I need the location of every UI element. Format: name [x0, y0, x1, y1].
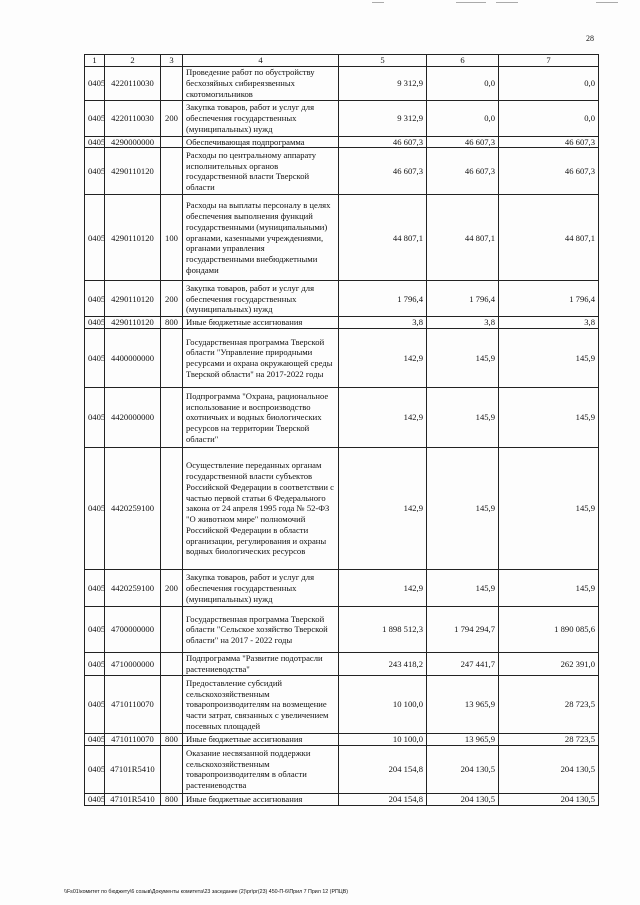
table-row: [85, 448, 599, 570]
expense-type-cell: 200: [161, 100, 183, 136]
amount-2022-cell: 145,9: [499, 570, 599, 607]
amount-2021-cell: 3,8: [427, 317, 499, 329]
target-article-cell: 47101R5410: [105, 745, 161, 793]
description-cell: Иные бюджетные ассигнования: [183, 317, 339, 329]
amount-2020-cell: 142,9: [339, 388, 427, 448]
amount-2022-cell: 0,0: [499, 100, 599, 136]
amount-2021-cell: 247 441,7: [427, 653, 499, 676]
amount-2020-cell: 142,9: [339, 329, 427, 388]
amount-2020-cell: 1 898 512,3: [339, 607, 427, 653]
header-cell: 6: [427, 55, 499, 67]
expense-type-cell: [161, 136, 183, 148]
section-code-cell: 0405: [85, 66, 105, 100]
amount-2022-cell: 204 130,5: [499, 745, 599, 793]
description-cell: Подпрограмма "Охрана, рациональное использование и воспроизводство охотничьих и водных биологических ресурсов на территории Тверской области": [183, 388, 339, 448]
section-code-cell: 0405: [85, 388, 105, 448]
file-path-footer: \\Fs01\комитет по бюджету\6 созыв\Документы комитета\23 заседание (2)\pr\pr(23) 450-П-6\Прил 7 Прил 12 (РПЦВ): [64, 889, 349, 895]
header-cell: 7: [499, 55, 599, 67]
amount-2021-cell: 46 607,3: [427, 148, 499, 195]
expense-type-cell: [161, 66, 183, 100]
section-code-cell: 0405: [85, 745, 105, 793]
amount-2022-cell: 0,0: [499, 66, 599, 100]
expense-type-cell: 100: [161, 195, 183, 281]
description-cell: Иные бюджетные ассигнования: [183, 793, 339, 805]
description-cell: Проведение работ по обустройству бесхозяйных сибиреязвенных скотомогильников: [183, 66, 339, 100]
table-row: [85, 676, 599, 734]
table-row: [85, 66, 599, 100]
target-article-cell: 4710110070: [105, 734, 161, 746]
amount-2021-cell: 204 130,5: [427, 793, 499, 805]
amount-2020-cell: 46 607,3: [339, 148, 427, 195]
section-code-cell: 0405: [85, 793, 105, 805]
scan-artifact: [596, 2, 618, 3]
expense-type-cell: [161, 676, 183, 734]
amount-2020-cell: 243 418,2: [339, 653, 427, 676]
target-article-cell: 4420259100: [105, 448, 161, 570]
budget-table: [84, 54, 599, 806]
table-row: [85, 793, 599, 805]
expense-type-cell: [161, 653, 183, 676]
section-code-cell: 0405: [85, 136, 105, 148]
amount-2020-cell: 3,8: [339, 317, 427, 329]
amount-2020-cell: 10 100,0: [339, 676, 427, 734]
scan-artifact: [372, 2, 384, 3]
description-cell: Иные бюджетные ассигнования: [183, 734, 339, 746]
description-cell: Предоставление субсидий сельскохозяйственным товаропроизводителям на возмещение части затрат, связанных с увеличением посевных площадей: [183, 676, 339, 734]
amount-2021-cell: 44 807,1: [427, 195, 499, 281]
description-cell: Государственная программа Тверской области "Сельское хозяйство Тверской области" на 2017 - 2022 годы: [183, 607, 339, 653]
target-article-cell: 4220110030: [105, 66, 161, 100]
target-article-cell: 4290110120: [105, 281, 161, 317]
table-row: [85, 148, 599, 195]
section-code-cell: 0405: [85, 148, 105, 195]
amount-2021-cell: 145,9: [427, 329, 499, 388]
section-code-cell: 0405: [85, 317, 105, 329]
target-article-cell: 4290110120: [105, 148, 161, 195]
description-cell: Расходы по центральному аппарату исполнительных органов государственной власти Тверской области: [183, 148, 339, 195]
target-article-cell: 4220110030: [105, 100, 161, 136]
section-code-cell: 0405: [85, 570, 105, 607]
amount-2020-cell: 9 312,9: [339, 100, 427, 136]
expense-type-cell: [161, 148, 183, 195]
amount-2020-cell: 10 100,0: [339, 734, 427, 746]
amount-2022-cell: 204 130,5: [499, 793, 599, 805]
description-cell: Закупка товаров, работ и услуг для обеспечения государственных (муниципальных) нужд: [183, 570, 339, 607]
amount-2021-cell: 145,9: [427, 570, 499, 607]
amount-2022-cell: 1 796,4: [499, 281, 599, 317]
description-cell: Обеспечивающая подпрограмма: [183, 136, 339, 148]
description-cell: Расходы на выплаты персоналу в целях обеспечения выполнения функций государственными (муниципальными) органами, казенными учреждениями, органами управления государственными внебюджетными фондами: [183, 195, 339, 281]
section-code-cell: 0405: [85, 448, 105, 570]
section-code-cell: 0405: [85, 734, 105, 746]
target-article-cell: 4710000000: [105, 653, 161, 676]
header-cell: 2: [105, 55, 161, 67]
amount-2021-cell: 0,0: [427, 100, 499, 136]
description-cell: Государственная программа Тверской области "Управление природными ресурсами и охрана окружающей среды Тверской области" на 2017-2022 годы: [183, 329, 339, 388]
expense-type-cell: 800: [161, 317, 183, 329]
table-row: [85, 136, 599, 148]
expense-type-cell: 200: [161, 281, 183, 317]
amount-2021-cell: 1 794 294,7: [427, 607, 499, 653]
expense-type-cell: [161, 607, 183, 653]
amount-2021-cell: 13 965,9: [427, 676, 499, 734]
target-article-cell: 4420000000: [105, 388, 161, 448]
expense-type-cell: [161, 448, 183, 570]
amount-2021-cell: 46 607,3: [427, 136, 499, 148]
table-row: [85, 388, 599, 448]
amount-2020-cell: 204 154,8: [339, 793, 427, 805]
expense-type-cell: [161, 329, 183, 388]
target-article-cell: 4420259100: [105, 570, 161, 607]
description-cell: Закупка товаров, работ и услуг для обеспечения государственных (муниципальных) нужд: [183, 281, 339, 317]
target-article-cell: 4700000000: [105, 607, 161, 653]
amount-2022-cell: 145,9: [499, 388, 599, 448]
table-row: [85, 281, 599, 317]
expense-type-cell: [161, 745, 183, 793]
amount-2022-cell: 46 607,3: [499, 148, 599, 195]
target-article-cell: 4290000000: [105, 136, 161, 148]
target-article-cell: 47101R5410: [105, 793, 161, 805]
amount-2020-cell: 44 807,1: [339, 195, 427, 281]
table-row: [85, 570, 599, 607]
target-article-cell: 4400000000: [105, 329, 161, 388]
amount-2021-cell: 13 965,9: [427, 734, 499, 746]
target-article-cell: 4290110120: [105, 195, 161, 281]
section-code-cell: 0405: [85, 676, 105, 734]
description-cell: Закупка товаров, работ и услуг для обеспечения государственных (муниципальных) нужд: [183, 100, 339, 136]
section-code-cell: 0405: [85, 281, 105, 317]
expense-type-cell: [161, 388, 183, 448]
table-row: [85, 745, 599, 793]
header-cell: 4: [183, 55, 339, 67]
table-row: [85, 317, 599, 329]
amount-2021-cell: 145,9: [427, 448, 499, 570]
amount-2022-cell: 44 807,1: [499, 195, 599, 281]
section-code-cell: 0405: [85, 653, 105, 676]
table-row: [85, 653, 599, 676]
amount-2020-cell: 9 312,9: [339, 66, 427, 100]
header-cell: 5: [339, 55, 427, 67]
description-cell: Оказание несвязанной поддержки сельскохозяйственным товаропроизводителям в области растениеводства: [183, 745, 339, 793]
description-cell: Подпрограмма "Развитие подотрасли растениеводства": [183, 653, 339, 676]
amount-2020-cell: 1 796,4: [339, 281, 427, 317]
amount-2022-cell: 3,8: [499, 317, 599, 329]
amount-2022-cell: 28 723,5: [499, 676, 599, 734]
table-header-row: [85, 55, 599, 67]
scan-artifact: [456, 2, 486, 3]
section-code-cell: 0405: [85, 195, 105, 281]
amount-2022-cell: 1 890 085,6: [499, 607, 599, 653]
target-article-cell: 4290110120: [105, 317, 161, 329]
amount-2021-cell: 145,9: [427, 388, 499, 448]
amount-2022-cell: 46 607,3: [499, 136, 599, 148]
amount-2020-cell: 204 154,8: [339, 745, 427, 793]
amount-2021-cell: 204 130,5: [427, 745, 499, 793]
section-code-cell: 0405: [85, 607, 105, 653]
amount-2020-cell: 142,9: [339, 448, 427, 570]
expense-type-cell: 200: [161, 570, 183, 607]
amount-2020-cell: 46 607,3: [339, 136, 427, 148]
amount-2022-cell: 145,9: [499, 329, 599, 388]
amount-2022-cell: 28 723,5: [499, 734, 599, 746]
table-row: [85, 734, 599, 746]
table-row: [85, 329, 599, 388]
table-row: [85, 195, 599, 281]
header-cell: 3: [161, 55, 183, 67]
table-row: [85, 607, 599, 653]
target-article-cell: 4710110070: [105, 676, 161, 734]
amount-2022-cell: 262 391,0: [499, 653, 599, 676]
amount-2021-cell: 1 796,4: [427, 281, 499, 317]
table-row: [85, 100, 599, 136]
page-number: 28: [586, 34, 594, 43]
section-code-cell: 0405: [85, 100, 105, 136]
amount-2022-cell: 145,9: [499, 448, 599, 570]
amount-2021-cell: 0,0: [427, 66, 499, 100]
section-code-cell: 0405: [85, 329, 105, 388]
expense-type-cell: 800: [161, 793, 183, 805]
scan-artifact: [496, 2, 518, 3]
description-cell: Осуществление переданных органам государственной власти субъектов Российской Федерации в соответствии с частью первой статьи 6 Федерального закона от 24 апреля 1995 года № 52-ФЗ "О животном мире" полномочий Российской Федерации в области организации, регулирования и охраны водных биологических ресурсов: [183, 448, 339, 570]
amount-2020-cell: 142,9: [339, 570, 427, 607]
expense-type-cell: 800: [161, 734, 183, 746]
header-cell: 1: [85, 55, 105, 67]
